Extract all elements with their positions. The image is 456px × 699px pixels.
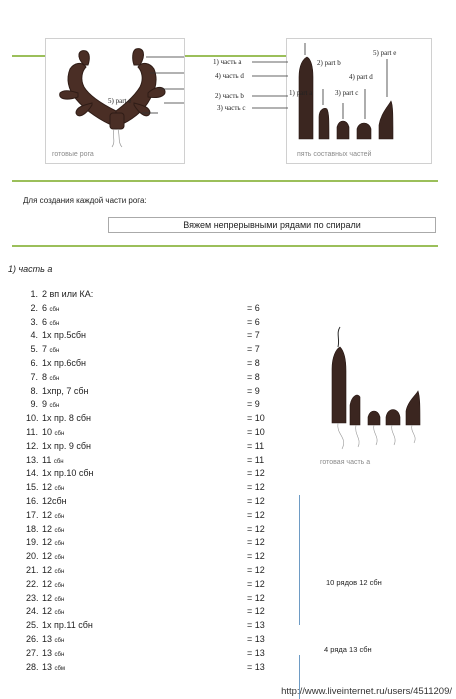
row-instruction-main: 1х пр.10 сбн xyxy=(42,468,94,479)
right-label-part-d: 4) part d xyxy=(349,73,373,81)
row-number: 8. xyxy=(30,385,38,396)
row-instruction-stitch: сбн xyxy=(54,541,65,548)
instruction-row xyxy=(0,468,300,482)
row-instruction xyxy=(42,413,91,423)
row-number: 14. xyxy=(26,468,39,479)
row-instruction xyxy=(42,317,59,327)
row-instruction-main: 12 xyxy=(42,551,53,562)
row-instruction xyxy=(42,372,59,382)
row-stitch-count: = 12 xyxy=(247,523,265,534)
row-instruction-main: 8 xyxy=(42,371,48,382)
antlers-illustration xyxy=(46,39,184,149)
row-instruction-main: 12 xyxy=(42,482,53,493)
row-number: 11. xyxy=(26,427,38,437)
row-instruction-stitch: сбн xyxy=(49,403,60,410)
row-instruction-main: 11 xyxy=(42,454,52,465)
source-url: http://www.liveinternet.ru/users/4511209/ xyxy=(281,686,452,697)
instruction-row xyxy=(0,358,300,372)
right-label-part-a: 1) part a xyxy=(289,89,313,97)
instruction-row xyxy=(0,606,300,620)
instruction-row xyxy=(0,289,300,303)
row-number: 5. xyxy=(30,344,38,355)
instruction-row xyxy=(0,386,300,400)
row-instruction xyxy=(42,537,64,547)
row-stitch-count: = 12 xyxy=(247,578,265,589)
row-stitch-count: = 12 xyxy=(247,537,265,548)
mid-rule xyxy=(12,180,438,182)
right-label-part-c: 3) part c xyxy=(335,89,359,97)
row-instruction-stitch: сбн xyxy=(54,431,65,437)
instruction-row xyxy=(0,524,300,538)
row-instruction-main: 12 xyxy=(42,565,53,575)
row-stitch-count: = 12 xyxy=(247,496,265,506)
row-instruction-stitch: сбн xyxy=(54,638,65,644)
antlers-photo xyxy=(45,38,185,164)
note-13-rows: 4 ряда 13 сбн xyxy=(324,645,372,654)
row-instruction-stitch: сбн xyxy=(54,596,65,603)
row-instruction-stitch: сбн xyxy=(54,513,65,520)
row-instruction-stitch: сбн xyxy=(54,651,65,658)
row-instruction xyxy=(42,634,64,644)
row-number: 28. xyxy=(26,661,39,672)
row-stitch-count: = 9 xyxy=(247,399,260,410)
row-number: 10. xyxy=(26,413,39,424)
instruction-row xyxy=(0,441,300,455)
row-stitch-count: = 10 xyxy=(247,427,265,437)
caption-part-a: готовая часть а xyxy=(320,459,371,466)
row-stitch-count: = 7 xyxy=(247,344,260,355)
five-parts-photo xyxy=(286,38,432,164)
row-stitch-count: = 13 xyxy=(247,661,265,672)
row-instruction-main: 9 xyxy=(42,399,48,410)
instruction-row xyxy=(0,593,300,607)
instruction-row xyxy=(0,662,300,676)
instruction-row xyxy=(0,551,300,565)
row-number: 27. xyxy=(26,647,39,658)
row-number: 18. xyxy=(26,523,39,534)
row-stitch-count: = 13 xyxy=(247,620,265,631)
row-instruction-main: 12 xyxy=(42,523,53,534)
part-a-illustration xyxy=(318,325,444,455)
row-instruction-main: 10 xyxy=(42,427,53,437)
part-a-photo xyxy=(318,325,444,465)
row-instruction-main: 1х пр.11 сбн xyxy=(42,620,93,631)
row-stitch-count: = 12 xyxy=(247,482,265,493)
label-part-d: 4) часть d xyxy=(215,72,244,80)
row-instruction-main: 7 xyxy=(42,344,48,355)
right-label-part-e: 5) part e xyxy=(373,49,397,57)
instruction-row xyxy=(0,303,300,317)
horn-part-label: 5) part e xyxy=(108,97,132,105)
row-instruction-main: 13 xyxy=(42,647,53,658)
row-number: 16. xyxy=(26,496,39,506)
row-instruction-stitch: сбн xyxy=(49,348,60,355)
row-instruction-main: 1х пр.5сбн xyxy=(42,330,87,341)
label-arrows xyxy=(250,56,290,116)
row-instruction-main: 1х пр.6сбн xyxy=(42,358,87,368)
row-stitch-count: = 6 xyxy=(247,316,260,327)
row-stitch-count: = 7 xyxy=(247,330,260,341)
row-number: 20. xyxy=(26,551,39,562)
row-instruction xyxy=(42,455,64,465)
row-instruction xyxy=(42,399,59,409)
row-stitch-count: = 10 xyxy=(247,413,265,424)
row-number: 6. xyxy=(30,358,38,368)
row-number: 26. xyxy=(26,634,39,644)
row-instruction-stitch: сбн xyxy=(54,569,65,575)
row-number: 7. xyxy=(30,371,38,382)
row-number: 25. xyxy=(26,620,39,631)
row-stitch-count: = 13 xyxy=(247,647,265,658)
row-number: 19. xyxy=(26,537,39,548)
row-stitch-count: = 8 xyxy=(247,371,260,382)
row-stitch-count: = 13 xyxy=(247,634,265,644)
row-instruction xyxy=(42,496,67,506)
row-number: 21. xyxy=(26,565,39,575)
row-instruction xyxy=(42,330,86,340)
row-instruction-main: 1хпр, 7 сбн xyxy=(42,385,89,396)
section-title-part-a: 1) часть а xyxy=(8,264,53,274)
row-instruction xyxy=(42,662,65,672)
row-instruction xyxy=(42,289,93,299)
note-12-rows: 10 рядов 12 сбн xyxy=(326,578,382,587)
row-instruction-main: 12 xyxy=(42,606,53,617)
row-number: 17. xyxy=(26,509,39,520)
row-stitch-count: = 12 xyxy=(247,551,265,562)
row-number: 13. xyxy=(26,454,39,465)
row-number: 2. xyxy=(30,302,38,313)
caption-finished-antlers: готовые рога xyxy=(52,151,94,158)
lower-rule xyxy=(12,245,438,247)
row-instruction-main: 1х пр. 8 сбн xyxy=(42,413,92,424)
row-number: 3. xyxy=(30,316,38,327)
row-instruction xyxy=(42,648,64,658)
technique-banner: Вяжем непрерывными рядами по спирали xyxy=(108,217,436,233)
row-number: 1. xyxy=(30,289,38,299)
row-instruction xyxy=(42,344,59,354)
row-stitch-count: = 9 xyxy=(247,385,260,396)
instruction-row xyxy=(0,648,300,662)
row-stitch-count: = 11 xyxy=(247,440,265,451)
instruction-row xyxy=(0,372,300,386)
row-instruction-stitch: сбн xyxy=(54,486,65,493)
row-stitch-count: = 8 xyxy=(247,358,260,368)
instruction-row xyxy=(0,482,300,496)
row-instruction xyxy=(42,386,89,396)
row-instruction xyxy=(42,468,94,478)
row-stitch-count: = 11 xyxy=(247,454,265,465)
row-instruction xyxy=(42,593,64,603)
row-instruction-main: 12сбн xyxy=(42,496,67,506)
instruction-row xyxy=(0,510,300,524)
row-instruction xyxy=(42,482,64,492)
instruction-row xyxy=(0,565,300,579)
row-stitch-count: = 12 xyxy=(247,565,265,575)
row-stitch-count: = 12 xyxy=(247,509,265,520)
row-instruction-main: 12 xyxy=(42,578,53,589)
row-stitch-count: = 12 xyxy=(247,606,265,617)
row-number: 23. xyxy=(26,592,39,603)
row-stitch-count: = 6 xyxy=(247,302,260,313)
row-number: 24. xyxy=(26,606,39,617)
instruction-row xyxy=(0,330,300,344)
row-instruction-stitch: сбн xyxy=(54,582,65,589)
instruction-row xyxy=(0,413,300,427)
row-instruction-stitch: сбн xyxy=(54,527,65,534)
row-instruction-main: 6 xyxy=(42,316,48,327)
row-instruction-main: 13 xyxy=(42,661,53,672)
row-instruction-main: 12 xyxy=(42,592,53,603)
row-number: 15. xyxy=(26,482,39,493)
label-part-a: 1) часть a xyxy=(213,58,242,66)
intro-text: Для создания каждой части рога: xyxy=(23,196,147,205)
caption-five-parts: пять составных частей xyxy=(297,151,372,158)
row-instruction-stitch: сбн xyxy=(54,610,65,617)
row-instruction xyxy=(42,303,59,313)
row-instruction xyxy=(42,427,64,437)
row-instruction-stitch: сбн xyxy=(49,320,60,327)
row-instruction-stitch: сбн xyxy=(49,375,60,382)
label-part-c: 3) часть c xyxy=(217,104,246,112)
instruction-row xyxy=(0,579,300,593)
row-instruction xyxy=(42,579,64,589)
row-stitch-count: = 12 xyxy=(247,592,265,603)
row-instruction xyxy=(42,620,93,630)
row-instruction-main: 6 xyxy=(42,302,48,313)
row-instruction xyxy=(42,524,64,534)
row-stitch-count: = 12 xyxy=(247,468,265,479)
row-number: 22. xyxy=(26,578,39,589)
row-instruction-main: 13 xyxy=(42,634,53,644)
right-label-part-b: 2) part b xyxy=(317,59,341,67)
instruction-row xyxy=(0,620,300,634)
row-instruction-stitch: сбн xyxy=(54,555,65,562)
row-instruction-stitch: сбн xyxy=(53,458,64,465)
instruction-row xyxy=(0,399,300,413)
row-number: 12. xyxy=(26,440,39,451)
instruction-row xyxy=(0,496,300,510)
row-number: 9. xyxy=(30,399,38,410)
bracket-12-rows xyxy=(299,495,300,625)
instruction-row xyxy=(0,317,300,331)
row-instruction xyxy=(42,606,64,616)
row-number: 4. xyxy=(30,330,38,341)
row-instruction-main: 12 xyxy=(42,537,53,548)
row-instruction xyxy=(42,565,64,575)
row-instruction xyxy=(42,510,64,520)
row-instruction xyxy=(42,441,91,451)
row-instruction-main: 1х пр. 9 сбн xyxy=(42,440,92,451)
instruction-row xyxy=(0,537,300,551)
row-instruction-main: 12 xyxy=(42,509,53,520)
label-part-b: 2) часть b xyxy=(215,92,244,100)
instruction-row xyxy=(0,455,300,469)
instruction-row xyxy=(0,427,300,441)
row-instruction xyxy=(42,358,86,368)
instruction-row xyxy=(0,344,300,358)
row-instruction-stitch: сбм xyxy=(54,665,65,672)
instruction-row xyxy=(0,634,300,648)
row-instruction xyxy=(42,551,64,561)
row-instruction-stitch: сбн xyxy=(49,306,60,313)
row-instruction-main: 2 вп или КА: xyxy=(42,289,94,299)
